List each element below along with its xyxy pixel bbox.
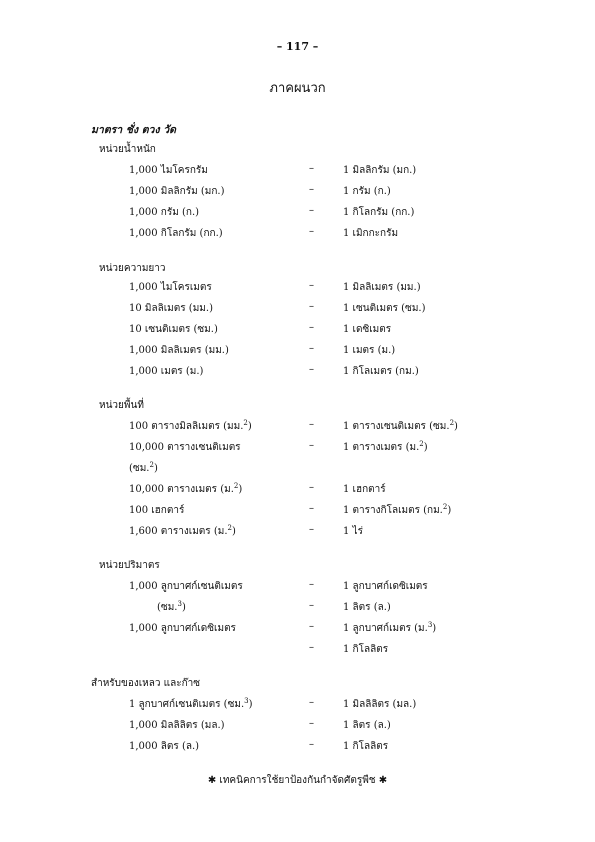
row-right: 1 ไร่ xyxy=(343,526,363,537)
row-left: 10,000 ตารางเซนติเมตร xyxy=(129,442,241,453)
row-dash: – xyxy=(309,343,314,354)
section-heading-area: หน่วยพื้นที่ xyxy=(99,400,144,411)
row-right: 1 มิลลิกรัม (มก.) xyxy=(343,165,417,176)
table-row xyxy=(0,524,595,540)
page-title: ภาคผนวก xyxy=(269,81,326,96)
table-row xyxy=(0,482,595,498)
table-row xyxy=(0,226,595,242)
row-left: 10 เซนติเมตร (ซม.) xyxy=(129,324,218,335)
row-continuation: (ซม.$^2$) xyxy=(129,461,158,474)
row-right: 1 ลิตร (ล.) xyxy=(343,720,391,731)
table-row xyxy=(0,322,595,338)
row-left: 1,000 เมตร (ม.) xyxy=(129,366,204,377)
row-left: 100 เฮกตาร์ xyxy=(129,505,185,516)
row-dash: – xyxy=(309,364,314,375)
row-left: 1,000 ลูกบาศก์เซนติเมตร xyxy=(129,581,243,592)
row-dash: – xyxy=(309,600,314,611)
row-left: 10,000 ตารางเมตร (ม.$^2$) xyxy=(129,482,243,495)
row-right: 1 ตารางเมตร (ม.$^2$) xyxy=(343,440,428,453)
row-right: 1 ลิตร (ล.) xyxy=(343,602,391,613)
table-row xyxy=(0,503,595,519)
table-row xyxy=(0,419,595,435)
row-right: 1 กิโลลิตร xyxy=(343,644,389,655)
row-right: 1 ตารางกิโลเมตร (กม.$^2$) xyxy=(343,503,452,516)
row-right: 1 เมิกกะกรัม xyxy=(343,228,399,239)
row-left: 1,000 ลิตร (ล.) xyxy=(129,741,200,752)
row-dash: – xyxy=(309,739,314,750)
row-left: 1,000 มิลลิเมตร (มม.) xyxy=(129,345,229,356)
row-dash: – xyxy=(309,621,314,632)
table-row xyxy=(0,718,595,734)
row-left: 1 ลูกบาศก์เซนติเมตร (ซม.$^3$) xyxy=(129,697,253,710)
table-row xyxy=(0,579,595,595)
row-right: 1 มิลลิเมตร (มม.) xyxy=(343,282,421,293)
table-row xyxy=(0,301,595,317)
table-row xyxy=(0,739,595,755)
section-heading-length: หน่วยความยาว xyxy=(99,263,166,274)
row-dash: – xyxy=(309,524,314,535)
row-right: 1 ลูกบาศก์เดซิเมตร xyxy=(343,581,428,592)
row-dash: – xyxy=(309,280,314,291)
row-left: 1,600 ตารางเมตร (ม.$^2$) xyxy=(129,524,236,537)
table-row xyxy=(0,280,595,296)
row-left: 1,000 กรัม (ก.) xyxy=(129,207,200,218)
row-left: (ซม.$^3$) xyxy=(157,600,186,613)
table-row xyxy=(0,364,595,380)
table-row xyxy=(0,440,595,456)
row-right: 1 มิลลิลิตร (มล.) xyxy=(343,699,417,710)
page-number: – 117 – xyxy=(276,40,319,53)
row-right: 1 ลูกบาศก์เมตร (ม.$^3$) xyxy=(343,621,437,634)
row-left: 10 มิลลิเมตร (มม.) xyxy=(129,303,213,314)
row-right: 1 ตารางเซนติเมตร (ซม.$^2$) xyxy=(343,419,458,432)
row-right: 1 กิโลลิตร xyxy=(343,741,389,752)
row-right: 1 กิโลกรัม (กก.) xyxy=(343,207,415,218)
row-left: 1,000 ลูกบาศก์เดซิเมตร xyxy=(129,623,236,634)
table-row xyxy=(0,621,595,637)
row-dash: – xyxy=(309,301,314,312)
row-left: 1,000 ไมโครเมตร xyxy=(129,282,212,293)
row-right: 1 เซนติเมตร (ซม.) xyxy=(343,303,426,314)
row-dash: – xyxy=(309,718,314,729)
row-dash: – xyxy=(309,226,314,237)
row-right: 1 เฮกตาร์ xyxy=(343,484,386,495)
row-dash: – xyxy=(309,205,314,216)
row-dash: – xyxy=(309,419,314,430)
row-dash: – xyxy=(309,503,314,514)
section-heading-liquids: สำหรับของเหลว และก๊าซ xyxy=(91,678,201,689)
row-dash: – xyxy=(309,163,314,174)
section-heading-volume: หน่วยปริมาตร xyxy=(99,560,160,571)
row-left: 1,000 มิลลิลิตร (มล.) xyxy=(129,720,225,731)
row-left: 100 ตารางมิลลิเมตร (มม.$^2$) xyxy=(129,419,252,432)
row-dash: – xyxy=(309,184,314,195)
table-row xyxy=(0,163,595,179)
main-heading: มาตรา ชั่ง ตวง วัด xyxy=(91,124,176,136)
table-row xyxy=(0,184,595,200)
row-dash: – xyxy=(309,579,314,590)
table-row xyxy=(0,600,595,616)
row-dash: – xyxy=(309,322,314,333)
row-left: 1,000 ไมโครกรัม xyxy=(129,165,208,176)
table-row xyxy=(0,205,595,221)
row-left: 1,000 มิลลิกรัม (มก.) xyxy=(129,186,225,197)
row-right: 1 เดซิเมตร xyxy=(343,324,392,335)
row-right: 1 กิโลเมตร (กม.) xyxy=(343,366,419,377)
row-left: 1,000 กิโลกรัม (กก.) xyxy=(129,228,223,239)
row-right: 1 เมตร (ม.) xyxy=(343,345,396,356)
row-dash: – xyxy=(309,482,314,493)
row-dash: – xyxy=(309,642,314,653)
table-row xyxy=(0,642,595,658)
table-row xyxy=(0,343,595,359)
page-footnote: ✱ เทคนิคการใช้ยาป้องกันกำจัดศัตรูพืช ✱ xyxy=(207,775,388,786)
section-heading-weight: หน่วยน้ำหนัก xyxy=(99,144,156,155)
table-row xyxy=(0,697,595,713)
row-dash: – xyxy=(309,440,314,451)
row-right: 1 กรัม (ก.) xyxy=(343,186,391,197)
row-dash: – xyxy=(309,697,314,708)
